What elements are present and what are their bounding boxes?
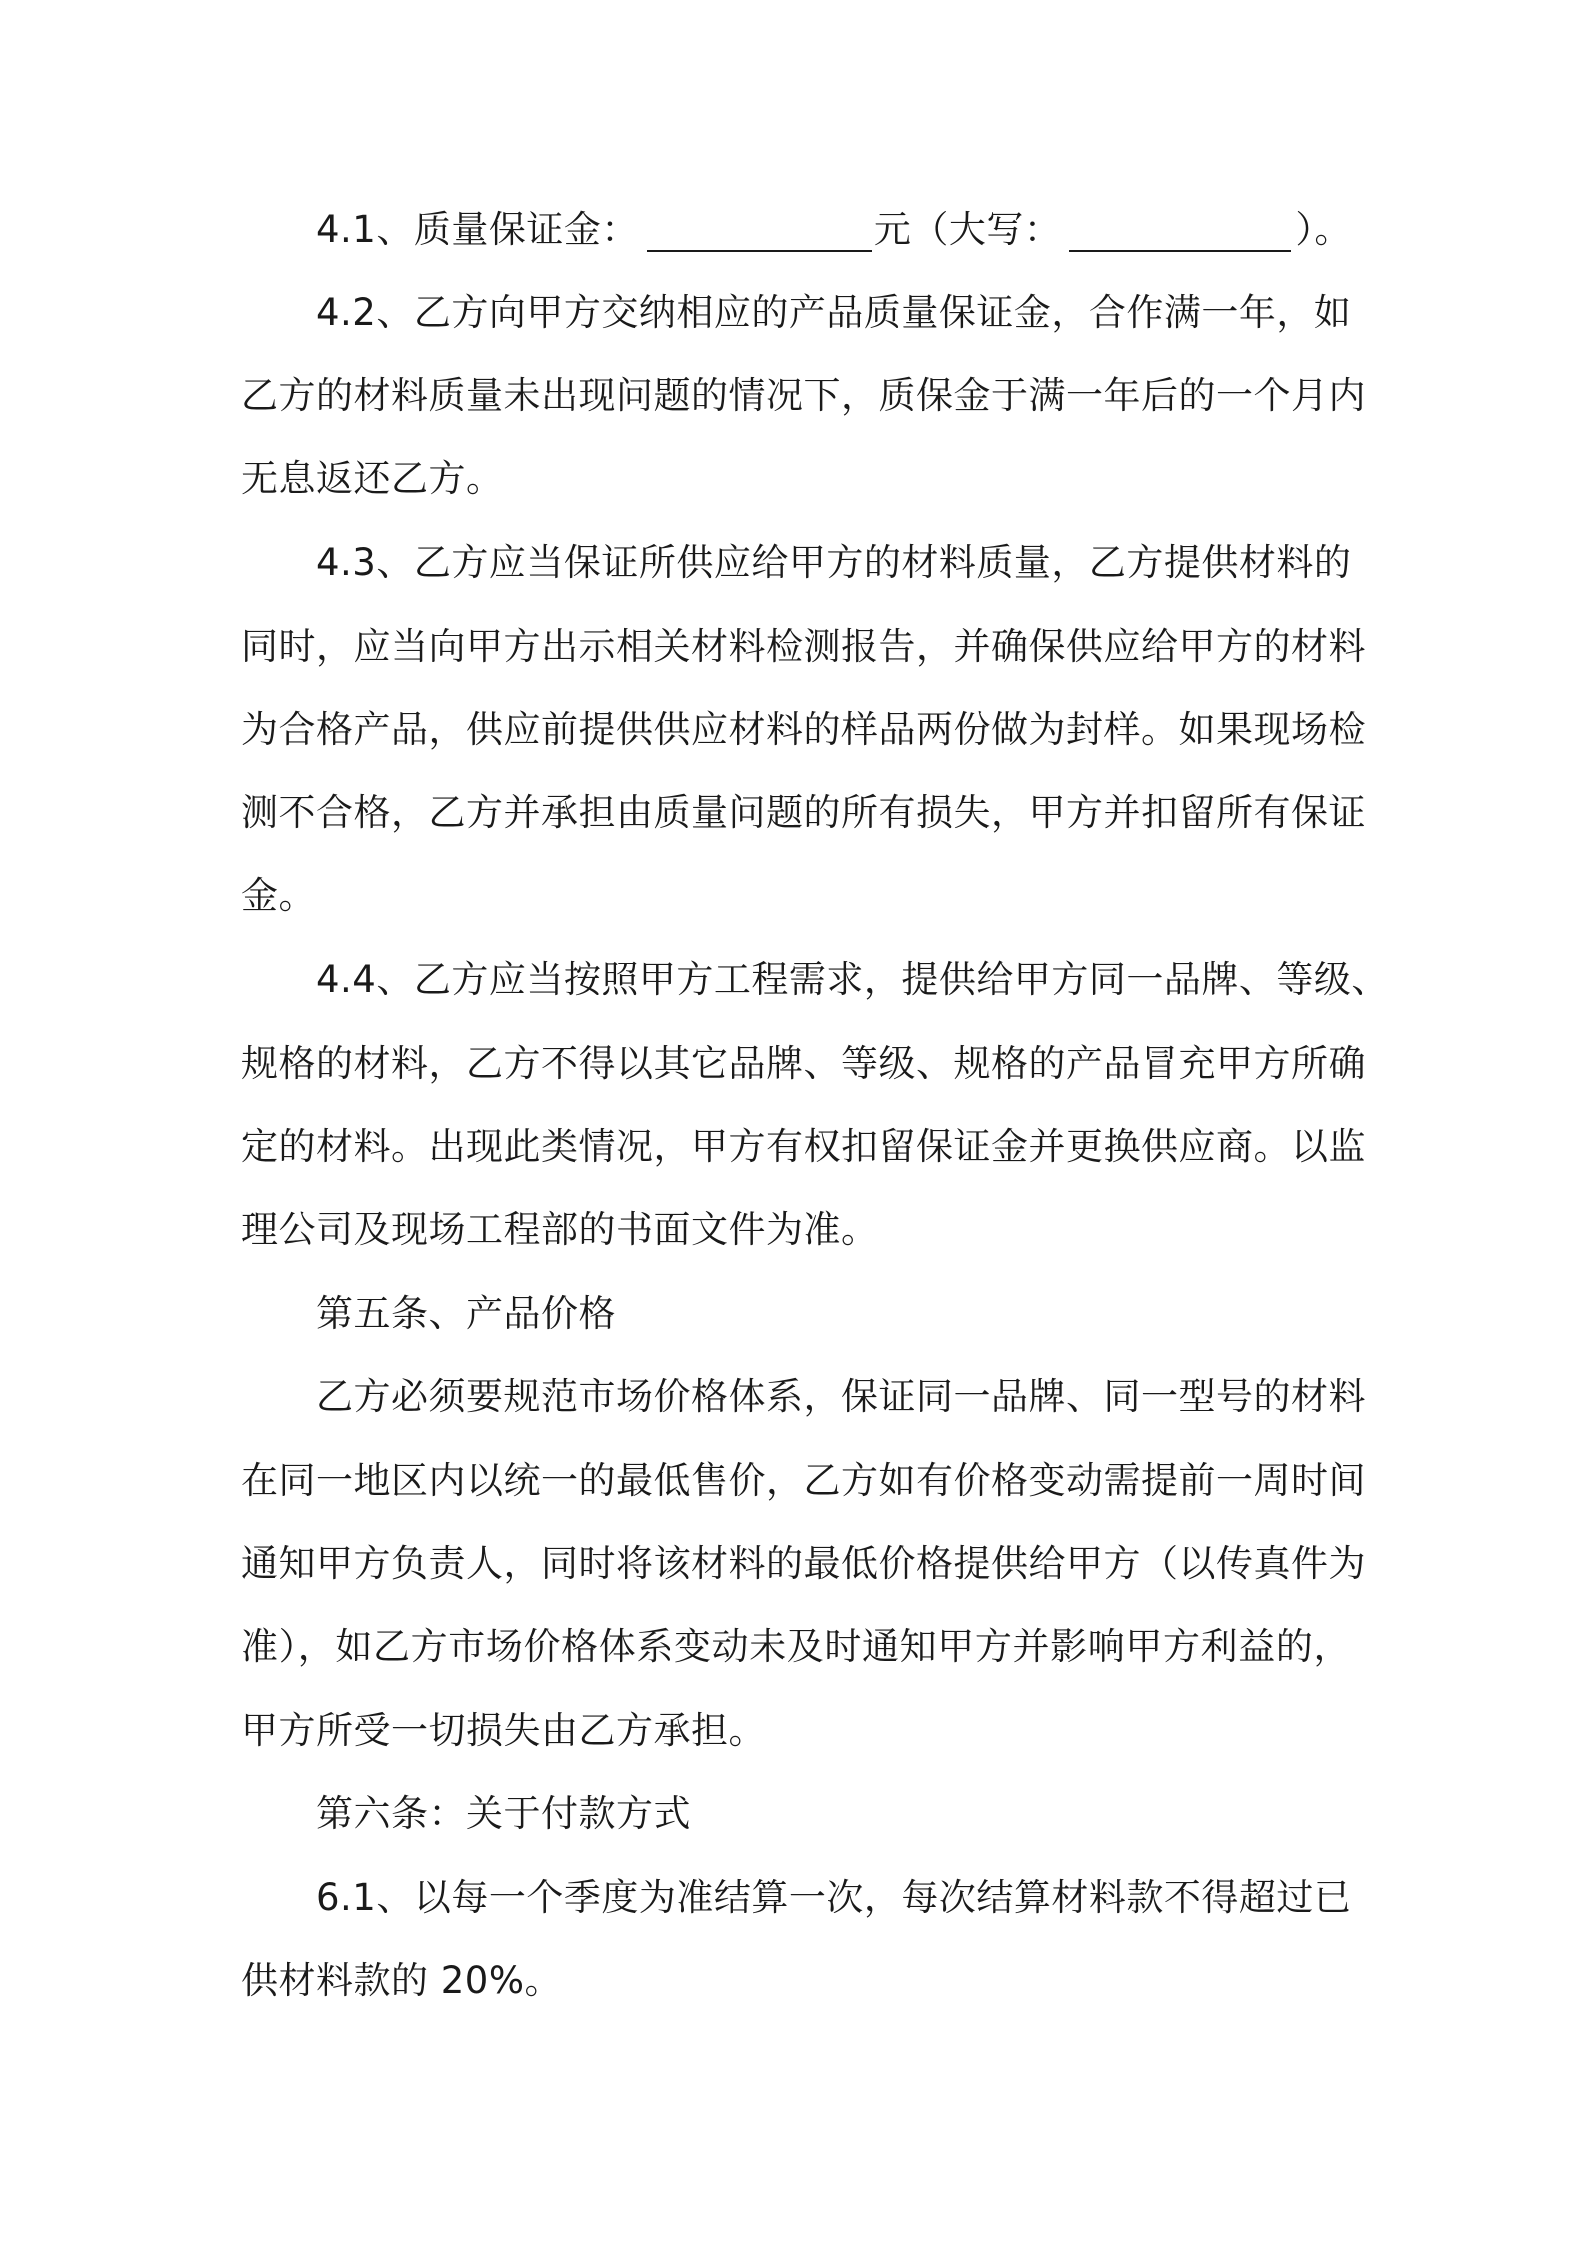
- para-4-3-line: 同时，应当向甲方出示相关材料检测报告，并确保供应给甲方的材料: [241, 625, 1366, 668]
- para-5-line: 乙方必须要规范市场价格体系，保证同一品牌、同一型号的材料: [316, 1375, 1366, 1418]
- para-4-3-line: 测不合格，乙方并承担由质量问题的所有损失，甲方并扣留所有保证: [241, 791, 1366, 834]
- para-4-2-line: 乙方的材料质量未出现问题的情况下，质保金于满一年后的一个月内: [241, 374, 1366, 417]
- para-6-1-line: 6.1、以每一个季度为准结算一次，每次结算材料款不得超过已: [316, 1876, 1352, 1919]
- para-4-4-line: 理公司及现场工程部的书面文件为准。: [241, 1208, 879, 1251]
- para-4-2-line: 无息返还乙方。: [241, 457, 504, 500]
- para-4-3-line: 为合格产品，供应前提供供应材料的样品两份做为封样。如果现场检: [241, 708, 1366, 751]
- para-4-3-line: 4.3、乙方应当保证所供应给甲方的材料质量，乙方提供材料的: [316, 541, 1352, 584]
- para-4-1: [316, 206, 1351, 254]
- amount-uppercase-blank: [1069, 214, 1291, 252]
- para-4-3-line: 金。: [241, 874, 316, 917]
- para-4-1-suffix: ）。: [1295, 208, 1352, 251]
- para-4-1-middle: 元（大写：: [873, 208, 1062, 251]
- para-4-4-line: 规格的材料，乙方不得以其它品牌、等级、规格的产品冒充甲方所确: [241, 1042, 1366, 1085]
- para-4-1-prefix: 4.1、质量保证金：: [316, 208, 639, 251]
- para-5-line: 甲方所受一切损失由乙方承担。: [241, 1709, 766, 1752]
- para-4-4-line: 4.4、乙方应当按照甲方工程需求，提供给甲方同一品牌、等级、: [316, 958, 1389, 1001]
- para-5-line: 在同一地区内以统一的最低售价，乙方如有价格变动需提前一周时间: [241, 1459, 1366, 1502]
- para-5-line: 准），如乙方市场价格体系变动未及时通知甲方并影响甲方利益的，: [241, 1625, 1351, 1668]
- para-5-line: 通知甲方负责人，同时将该材料的最低价格提供给甲方（以传真件为: [241, 1542, 1366, 1585]
- heading-article-6: 第六条：关于付款方式: [316, 1792, 691, 1835]
- heading-article-5: 第五条、产品价格: [316, 1292, 616, 1335]
- para-4-2-line: 4.2、乙方向甲方交纳相应的产品质量保证金，合作满一年，如: [316, 291, 1352, 334]
- para-6-1-line: 供材料款的 20%。: [241, 1959, 562, 2002]
- amount-blank: [647, 214, 872, 252]
- para-4-4-line: 定的材料。出现此类情况，甲方有权扣留保证金并更换供应商。以监: [241, 1125, 1366, 1168]
